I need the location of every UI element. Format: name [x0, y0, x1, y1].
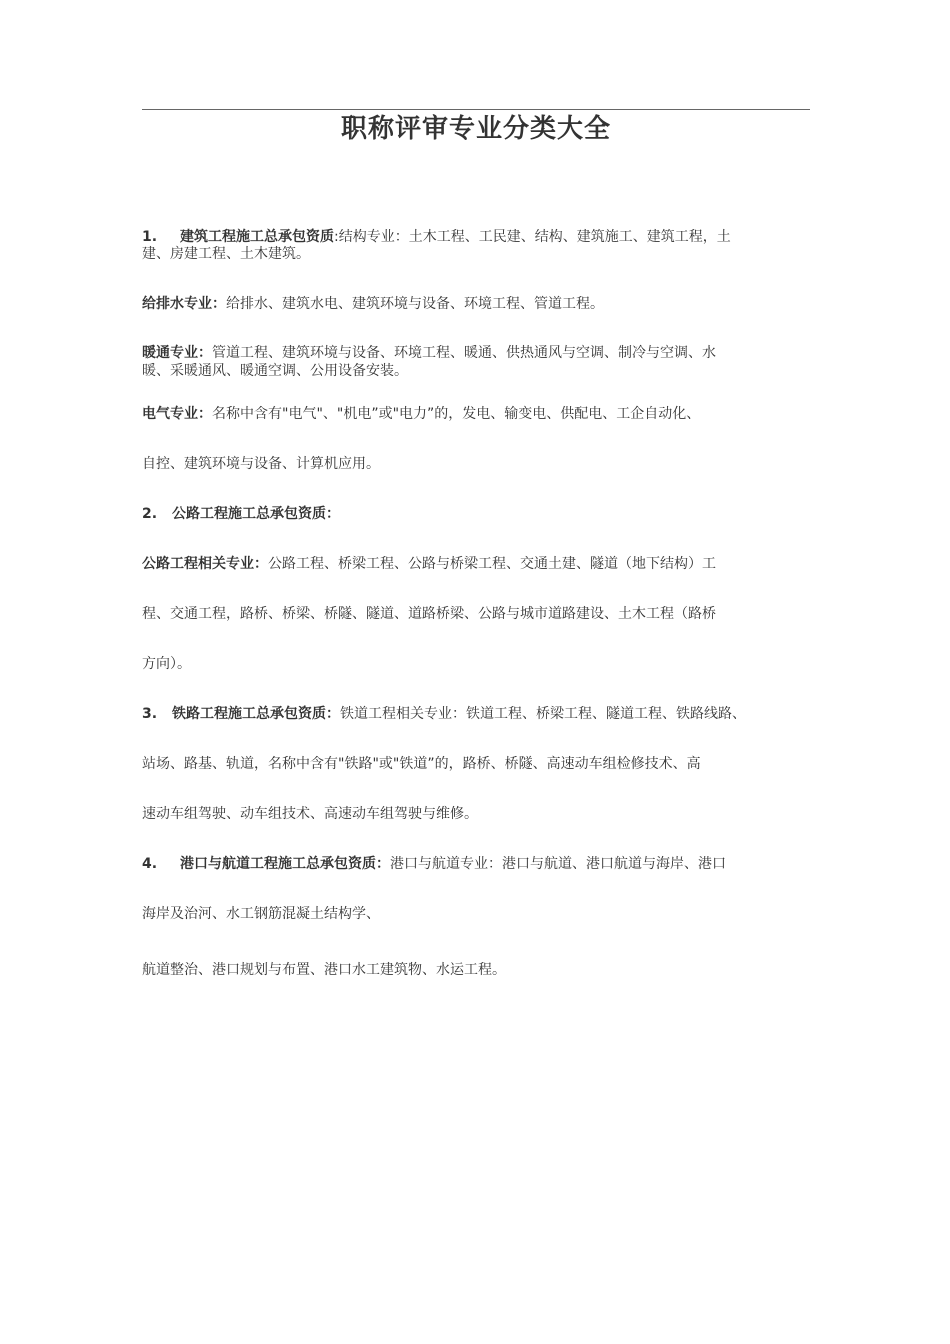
- road-heading: 公路工程相关专业：: [142, 556, 268, 572]
- section-2-heading: 公路工程施工总承包资质：: [172, 506, 340, 522]
- road-text: 公路工程、桥梁工程、公路与桥梁工程、交通土建、隧道（地下结构）工: [268, 556, 716, 572]
- section-4-number: 4.: [142, 856, 158, 872]
- section-4-line-1: [142, 856, 726, 873]
- water-heading: 给排水专业：: [142, 296, 226, 312]
- section-2-number: 2.: [142, 506, 158, 522]
- section-1-line-2: 建、房建工程、土木建筑。: [142, 246, 310, 262]
- hvac-heading: 暖通专业：: [142, 345, 212, 361]
- section-3-heading: 铁路工程施工总承包资质：: [172, 706, 340, 722]
- section-1-text: :结构专业：土木工程、工民建、结构、建筑施工、建筑工程，土: [334, 229, 731, 245]
- page-title: 职称评审专业分类大全: [340, 114, 611, 144]
- section-3-line-2: 站场、路基、轨道，名称中含有"铁路"或"铁道”的，路桥、桥隧、高速动车组检修技术、高: [142, 756, 701, 772]
- section-3-line-3: 速动车组驾驶、动车组技术、高速动车组驾驶与维修。: [142, 806, 478, 822]
- water-text: 给排水、建筑水电、建筑环境与设备、环境工程、管道工程。: [226, 296, 604, 312]
- section-4-line-3: 航道整治、港口规划与布置、港口水工建筑物、水运工程。: [142, 962, 506, 978]
- section-4-text: 港口与航道专业：港口与航道、港口航道与海岸、港口: [390, 856, 726, 872]
- section-1-line-1: [142, 229, 731, 246]
- hvac-line-1: [142, 345, 716, 362]
- water-paragraph: [142, 296, 604, 313]
- section-3-line-1: [142, 706, 746, 723]
- section-1-number: 1.: [142, 229, 158, 245]
- electric-text: 名称中含有"电气"、"机电”或"电力”的，发电、输变电、供配电、工企自动化、: [212, 406, 701, 422]
- section-3-number: 3.: [142, 706, 158, 722]
- section-1-heading: 建筑工程施工总承包资质: [180, 229, 334, 245]
- electric-heading: 电气专业：: [142, 406, 212, 422]
- hvac-line-2: 暖、采暖通风、暖通空调、公用设备安装。: [142, 363, 408, 379]
- section-2-line-1: [142, 506, 340, 523]
- section-3-text: 铁道工程相关专业：铁道工程、桥梁工程、隧道工程、铁路线路、: [340, 706, 746, 722]
- section-4-heading: 港口与航道工程施工总承包资质：: [180, 856, 390, 872]
- section-4-line-2: 海岸及治河、水工钢筋混凝土结构学、: [142, 906, 380, 922]
- electric-line-2: 自控、建筑环境与设备、计算机应用。: [142, 456, 380, 472]
- road-line-3: 方向）。: [142, 656, 191, 672]
- road-line-1: [142, 556, 716, 573]
- hvac-text: 管道工程、建筑环境与设备、环境工程、暖通、供热通风与空调、制冷与空调、水: [212, 345, 716, 361]
- electric-line-1: [142, 406, 700, 423]
- road-line-2: 程、交通工程，路桥、桥梁、桥隧、隧道、道路桥梁、公路与城市道路建设、土木工程（路桥: [142, 606, 716, 622]
